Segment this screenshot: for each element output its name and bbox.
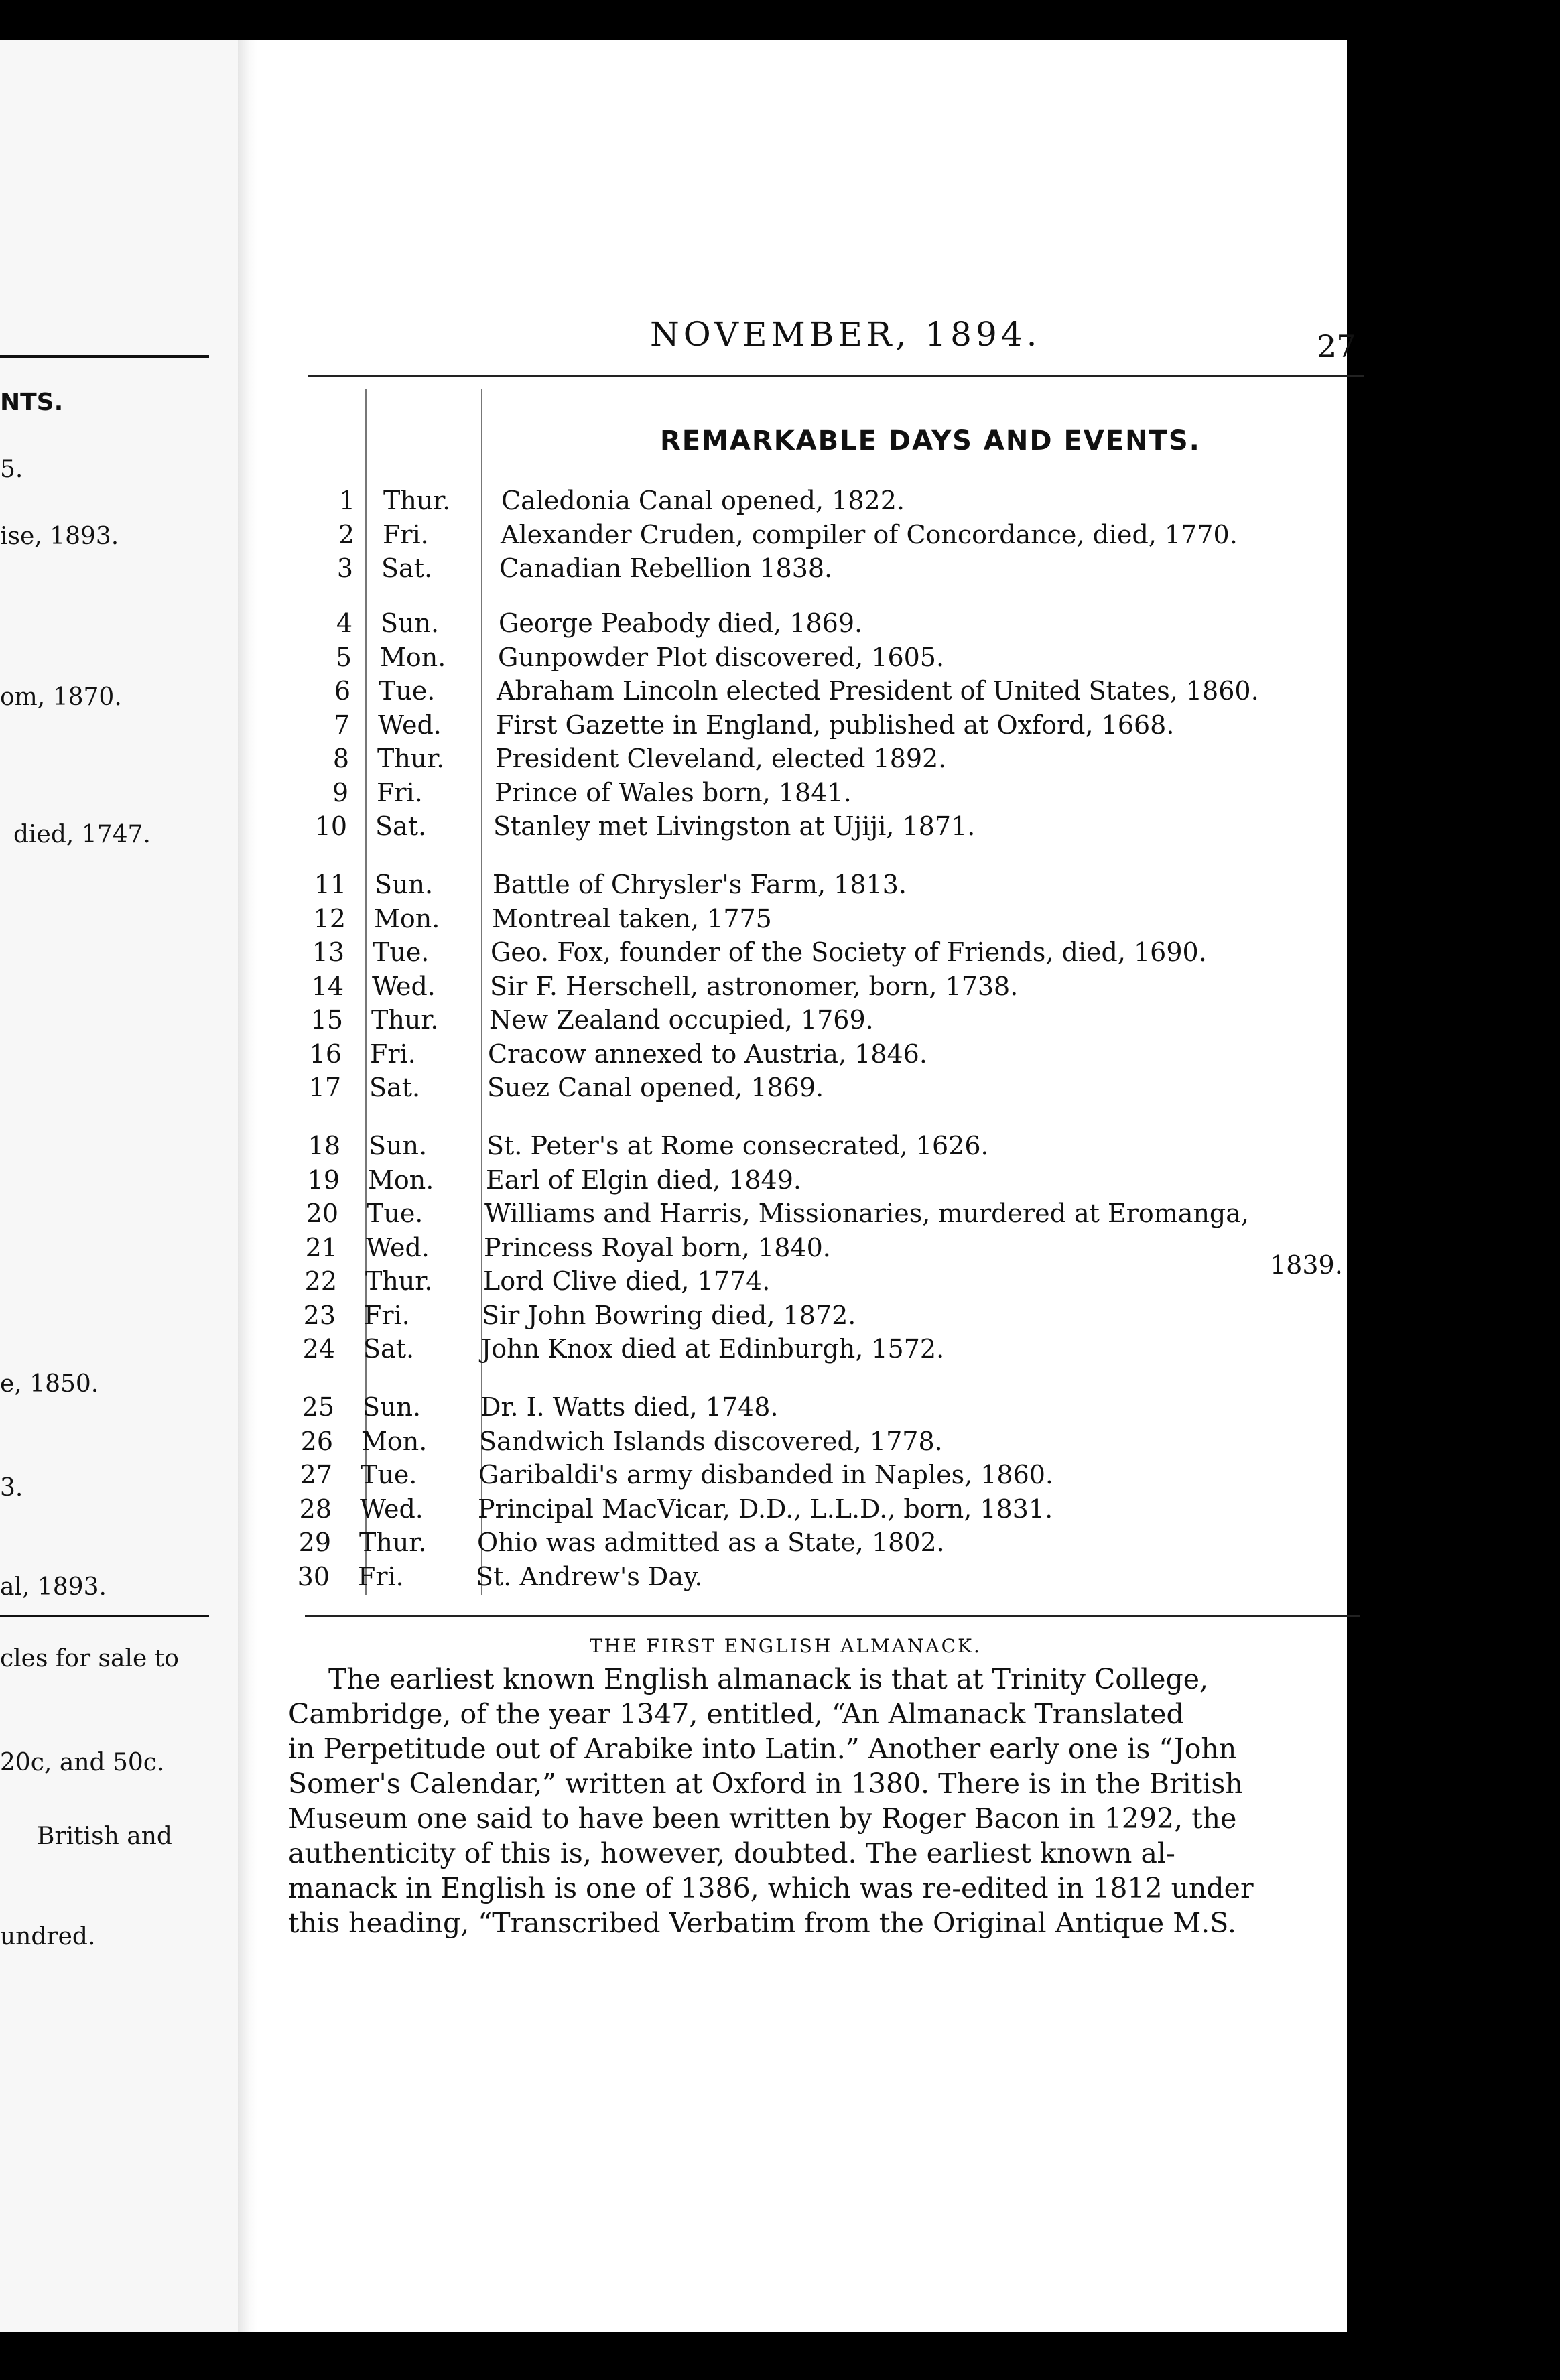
day-number: 1	[338, 486, 355, 515]
day-number: 23	[303, 1300, 336, 1330]
day-row	[0, 1039, 1367, 1073]
day-row	[0, 1301, 1367, 1334]
day-number: 20	[306, 1199, 338, 1228]
left-page-line: al, 1893.	[0, 1573, 107, 1601]
day-number: 26	[300, 1426, 333, 1456]
day-number: 17	[308, 1073, 341, 1102]
day-event: Stanley met Livingston at Ujiji, 1871.	[493, 811, 976, 841]
left-page-line: 20c, and 50c.	[0, 1749, 165, 1776]
day-weekday: Sun.	[381, 608, 440, 638]
paragraph-line: Museum one said to have been written by Roger Bacon in 1292, the	[288, 1802, 1237, 1835]
day-row	[0, 643, 1367, 676]
day-number: 21	[305, 1232, 338, 1262]
day-event: Suez Canal opened, 1869.	[487, 1073, 824, 1102]
day-event: First Gazette in England, published at Oxford, 1668.	[496, 710, 1175, 740]
paragraph-line: authenticity of this is, however, doubted. The earliest known al-	[288, 1837, 1175, 1869]
day-row	[0, 486, 1367, 519]
day-number: 6	[334, 676, 350, 706]
day-number: 9	[332, 777, 348, 807]
day-event: St. Peter's at Rome consecrated, 1626.	[486, 1131, 989, 1161]
left-page-bottom-rule	[0, 1615, 209, 1617]
day-event: Gunpowder Plot discovered, 1605.	[498, 642, 945, 672]
day-row	[0, 1233, 1367, 1266]
page-header-title: NOVEMBER, 1894.	[650, 315, 1041, 354]
day-event: Ohio was admitted as a State, 1802.	[477, 1528, 945, 1557]
day-row	[0, 1494, 1367, 1528]
day-weekday: Thur.	[359, 1528, 427, 1557]
day-weekday: Sat.	[381, 553, 433, 583]
day-number: 4	[336, 608, 352, 638]
day-weekday: Fri.	[383, 519, 429, 549]
day-number: 22	[304, 1266, 337, 1296]
paragraph-line: Cambridge, of the year 1347, entitled, “An Almanack Translated	[288, 1698, 1184, 1730]
day-event: John Knox died at Edinburgh, 1572.	[481, 1334, 945, 1364]
day-row	[0, 1460, 1367, 1494]
left-page-line: om, 1870.	[0, 683, 122, 711]
day-weekday: Mon.	[380, 642, 446, 672]
day-row	[0, 937, 1367, 971]
day-event: Dr. I. Watts died, 1748.	[480, 1392, 779, 1422]
day-number: 5	[335, 642, 352, 672]
day-number: 24	[302, 1334, 335, 1364]
day-number: 3	[336, 553, 353, 583]
paragraph-line: manack in English is one of 1386, which was re-edited in 1812 under	[288, 1872, 1254, 1904]
day-number: 16	[309, 1039, 342, 1069]
day-weekday: Sun.	[369, 1131, 428, 1161]
day-number: 7	[333, 710, 350, 740]
day-weekday: Thur.	[377, 744, 445, 773]
day-weekday: Sun.	[363, 1392, 421, 1422]
day-row	[0, 1199, 1367, 1232]
paragraph-line: Somer's Calendar,” written at Oxford in 1380. There is in the British	[288, 1768, 1243, 1800]
left-page-line: NTS.	[0, 389, 64, 416]
day-event: Canadian Rebellion 1838.	[499, 553, 833, 583]
day-event: New Zealand occupied, 1769.	[489, 1005, 874, 1035]
day-row	[0, 710, 1367, 744]
day-row	[0, 972, 1367, 1005]
almanack-paragraph	[288, 1662, 1347, 1940]
day-event: Geo. Fox, founder of the Society of Friends, died, 1690.	[491, 937, 1207, 967]
day-event: Lord Clive died, 1774.	[483, 1266, 771, 1296]
day-weekday: Fri.	[364, 1300, 410, 1330]
day-event: Cracow annexed to Austria, 1846.	[488, 1039, 927, 1069]
day-weekday: Thur.	[365, 1266, 433, 1296]
day-weekday: Tue.	[373, 937, 430, 967]
day-row	[0, 1073, 1367, 1106]
day-row	[0, 811, 1367, 845]
day-event: George Peabody died, 1869.	[499, 608, 863, 638]
day-number: 27	[300, 1460, 332, 1490]
day-row	[0, 1266, 1367, 1300]
day-weekday: Wed.	[360, 1494, 424, 1524]
day-number: 10	[314, 811, 347, 841]
day-weekday: Wed.	[366, 1232, 430, 1262]
left-page-line: undred.	[0, 1923, 96, 1951]
paragraph-line: The earliest known English almanack is that at Trinity College,	[328, 1663, 1209, 1695]
day-event: Williams and Harris, Missionaries, murdered at Eromanga,	[484, 1199, 1249, 1228]
day-row	[0, 1005, 1367, 1039]
day-event: Battle of Chrysler's Farm, 1813.	[493, 870, 907, 899]
day-weekday: Fri.	[377, 777, 423, 807]
left-page-line: e, 1850.	[0, 1370, 99, 1398]
day-weekday: Sat.	[363, 1334, 415, 1364]
day-number: 13	[312, 937, 344, 967]
day-number: 18	[308, 1131, 340, 1161]
day-row	[0, 608, 1367, 642]
left-page-line: British and	[37, 1823, 172, 1850]
day-number: 12	[313, 903, 346, 933]
day-weekday: Mon.	[361, 1426, 428, 1456]
day-row	[0, 553, 1367, 587]
header-rule	[308, 375, 1364, 377]
left-page-line: died, 1747.	[13, 821, 151, 848]
event-continuation: 1839.	[1270, 1250, 1343, 1280]
day-weekday: Mon.	[374, 903, 440, 933]
left-page-line: 5.	[0, 456, 23, 483]
paragraph-line: this heading, “Transcribed Verbatim from the Original Antique M.S.	[288, 1907, 1236, 1939]
day-event: President Cleveland, elected 1892.	[495, 744, 947, 773]
day-row	[0, 778, 1367, 811]
day-weekday: Tue.	[361, 1460, 417, 1490]
day-row	[0, 1562, 1367, 1595]
day-number: 28	[299, 1494, 332, 1524]
day-row	[0, 1392, 1367, 1426]
day-row	[0, 1528, 1367, 1561]
day-number: 14	[311, 971, 344, 1001]
day-weekday: Tue.	[379, 676, 436, 706]
day-weekday: Mon.	[368, 1165, 434, 1195]
day-event: Sir F. Herschell, astronomer, born, 1738.	[490, 971, 1019, 1001]
day-weekday: Sat.	[375, 811, 427, 841]
day-weekday: Tue.	[367, 1199, 424, 1228]
day-row	[0, 870, 1367, 903]
day-event: Sir John Bowring died, 1872.	[482, 1300, 856, 1330]
day-event: Prince of Wales born, 1841.	[495, 777, 852, 807]
left-page-line: 3.	[0, 1474, 23, 1502]
day-row	[0, 1334, 1367, 1368]
day-row	[0, 520, 1367, 553]
day-number: 19	[307, 1165, 340, 1195]
left-page-top-rule	[0, 355, 209, 358]
day-event: Alexander Cruden, compiler of Concordance, died, 1770.	[501, 519, 1238, 549]
day-number: 30	[297, 1561, 330, 1591]
day-number: 8	[332, 744, 349, 773]
day-number: 11	[314, 870, 346, 899]
page-number: 27	[1317, 328, 1356, 365]
day-event: Abraham Lincoln elected President of United States, 1860.	[497, 676, 1259, 706]
left-page-line: cles for sale to	[0, 1645, 179, 1672]
almanack-heading: THE FIRST ENGLISH ALMANACK.	[590, 1635, 982, 1657]
day-row	[0, 1427, 1367, 1460]
day-weekday: Fri.	[358, 1561, 404, 1591]
day-weekday: Wed.	[378, 710, 442, 740]
day-row	[0, 744, 1367, 777]
day-event: Earl of Elgin died, 1849.	[486, 1165, 801, 1195]
section-title: REMARKABLE DAYS AND EVENTS.	[660, 425, 1201, 456]
day-number: 29	[298, 1528, 331, 1557]
day-weekday: Thur.	[383, 486, 451, 515]
paragraph-line: in Perpetitude out of Arabike into Latin.” Another early one is “John	[288, 1733, 1237, 1765]
day-event: Principal MacVicar, D.D., L.L.D., born, 1831.	[478, 1494, 1053, 1524]
day-number: 15	[310, 1005, 343, 1035]
day-event: Princess Royal born, 1840.	[484, 1232, 831, 1262]
day-event: Montreal taken, 1775	[492, 903, 772, 933]
day-event: Garibaldi's army disbanded in Naples, 1860.	[478, 1460, 1054, 1490]
day-event: Caledonia Canal opened, 1822.	[501, 486, 905, 515]
day-event: St. Andrew's Day.	[476, 1561, 703, 1591]
day-number: 25	[302, 1392, 334, 1422]
day-weekday: Fri.	[370, 1039, 416, 1069]
day-row	[0, 904, 1367, 937]
day-event: Sandwich Islands discovered, 1778.	[479, 1426, 943, 1456]
day-row	[0, 1131, 1367, 1165]
day-row	[0, 1165, 1367, 1199]
day-weekday: Sat.	[369, 1073, 421, 1102]
day-number: 2	[338, 519, 354, 549]
day-row	[0, 676, 1367, 710]
day-weekday: Thur.	[371, 1005, 439, 1035]
day-weekday: Sun.	[375, 870, 434, 899]
left-page-line: ise, 1893.	[0, 523, 119, 550]
table-bottom-rule	[305, 1615, 1360, 1617]
day-weekday: Wed.	[372, 971, 436, 1001]
